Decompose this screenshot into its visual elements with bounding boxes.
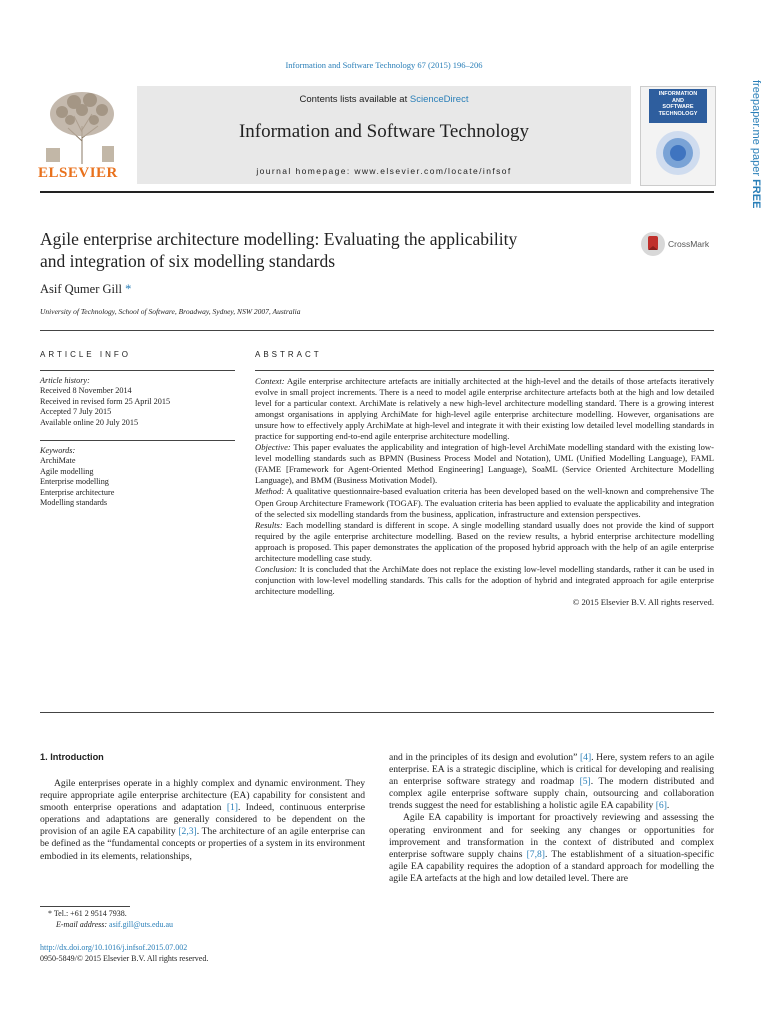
side-strip-label: freepaper.me paper bbox=[750, 80, 762, 177]
email-link[interactable]: asif.gill@uts.edu.au bbox=[109, 920, 174, 929]
section-rule bbox=[40, 330, 714, 331]
contents-prefix: Contents lists available at bbox=[299, 94, 410, 105]
intro-right-column bbox=[389, 752, 714, 885]
doi-block bbox=[40, 942, 208, 964]
abstract-label: Objective: bbox=[255, 442, 291, 453]
doi-link[interactable]: http://dx.doi.org/10.1016/j.infsof.2015.07.002 bbox=[40, 943, 188, 952]
email-label: E-mail address: bbox=[56, 920, 110, 929]
sciencedirect-link[interactable]: ScienceDirect bbox=[409, 94, 469, 105]
issn-line: 0950-5849/© 2015 Elsevier B.V. All rights reserved. bbox=[40, 954, 209, 963]
body-text: Agile enterprises operate in a highly complex and dynamic environment. They require appropriate agile enterprise architecture (EA) capability for consistent and smooth enterprise operations and adaptation bbox=[40, 778, 365, 814]
author-footnote bbox=[40, 908, 173, 930]
side-strip-text bbox=[750, 80, 762, 230]
keywords-block bbox=[40, 446, 235, 508]
abstract-context bbox=[255, 376, 714, 442]
header-rule bbox=[40, 191, 714, 193]
footnote-rule bbox=[40, 906, 130, 907]
abstract-label: Results: bbox=[255, 519, 283, 530]
history-label: Article history: bbox=[40, 376, 90, 385]
keyword-item: Agile modelling bbox=[40, 466, 94, 476]
body-text: Agile EA capability is important for proactively reviewing and assessing the operating environment and for seeking any changes or opportunities for improvement and transformation in the context of distributed and complex enterprise software supply chains bbox=[389, 812, 714, 860]
side-strip-free: FREE bbox=[750, 179, 762, 209]
journal-title: Information and Software Technology bbox=[238, 121, 530, 142]
journal-homepage[interactable]: journal homepage: www.elsevier.com/locate/infsof bbox=[256, 166, 512, 176]
abstract-heading: ABSTRACT bbox=[255, 350, 322, 359]
body-text: . bbox=[666, 800, 670, 812]
footnote-tel: * Tel.: +61 2 9514 7938. bbox=[48, 909, 127, 918]
abstract-rule bbox=[255, 370, 714, 371]
cover-line: TECHNOLOGY bbox=[658, 110, 698, 117]
abstract-text: This paper evaluates the applicability and integration of high-level ArchiMate modelling standard with the existing low-level modelling standards such as BPMN (Business Process Model and Notation), UML (Unified Modelling Language), FAML (FAME [Framework for Agent-Oriented Method Engineering] Language), SoaML (Service Oriented Architecture Modelling Language), and BMM (Business Motivation Model). bbox=[255, 442, 714, 486]
cover-line: SOFTWARE bbox=[662, 104, 694, 110]
journal-citation[interactable]: Information and Software Technology 67 (2015) 196–206 bbox=[285, 60, 483, 70]
body-rule bbox=[40, 712, 714, 713]
abstract-label: Context: bbox=[255, 376, 285, 386]
crossmark-icon[interactable] bbox=[640, 230, 666, 258]
elsevier-wordmark: ELSEVIER bbox=[38, 165, 118, 181]
abstract-conclusion bbox=[255, 564, 714, 597]
abstract-text: A qualitative questionnaire-based evaluation criteria has been developed based on the well-known and comprehensive The Open Group Architecture Framework (TOGAF). The evaluation criteria has been applied to evaluate the applicability and integration of the selected six modelling standards from the business, application, infrastructure and extension perspectives. bbox=[255, 486, 714, 519]
body-text: . The establishment of a situation-specific agile EA capability requires the adoption of a standard approach for modelling the agile EA artefacts at the high and low detailed level. There are bbox=[389, 848, 714, 884]
keyword-item: Modelling standards bbox=[40, 498, 108, 508]
keyword-item: Enterprise architecture bbox=[40, 487, 115, 497]
reference-link[interactable]: [5] bbox=[579, 776, 591, 788]
body-text: . Here, system refers to an agile enterprise. EA is a strategic discipline, which is critical for developing and realising an enterprise software strategy and roadmap bbox=[389, 752, 714, 788]
reference-link[interactable]: [4] bbox=[579, 752, 592, 763]
introduction-heading: 1. Introduction bbox=[40, 752, 104, 762]
body-text: . The architecture of an agile enterprise can be defined as the “fundamental concepts or properties of a system in its environment embodied in its elements, relationships, bbox=[40, 826, 365, 862]
author-name bbox=[40, 282, 131, 297]
reference-link[interactable]: [1] bbox=[226, 802, 238, 814]
freepaper-side-strip[interactable] bbox=[734, 80, 766, 230]
cover-line: AND bbox=[672, 97, 684, 104]
intro-paragraph bbox=[389, 812, 714, 885]
crossmark-label[interactable]: CrossMark bbox=[668, 239, 710, 249]
abstract-label: Method: bbox=[255, 486, 285, 497]
body-text: . Indeed, continuous enterprise operations and adaptations are generally considered to be dependent on the provision of an agile EA capability bbox=[40, 802, 365, 838]
article-info-rule bbox=[40, 370, 235, 371]
title-line: and integration of six modelling standards bbox=[40, 251, 336, 271]
keywords-label: Keywords: bbox=[40, 446, 76, 455]
history-item: Available online 20 July 2015 bbox=[40, 417, 139, 427]
keywords-rule bbox=[40, 440, 235, 441]
history-item: Received 8 November 2014 bbox=[40, 386, 132, 396]
keyword-item: ArchiMate bbox=[40, 456, 76, 466]
reference-link[interactable]: [7,8] bbox=[526, 848, 545, 860]
abstract-objective bbox=[255, 442, 714, 486]
abstract-method bbox=[255, 486, 714, 519]
abstract-results bbox=[255, 520, 714, 564]
abstract-label: Conclusion: bbox=[255, 563, 298, 574]
author-footnote-mark[interactable]: * bbox=[125, 282, 132, 296]
title-line: Agile enterprise architecture modelling: Evaluating the applicability bbox=[40, 229, 518, 249]
abstract-text: Agile enterprise architecture artefacts are initially architected at the high-level and the details of those artefacts iteratively evolve in small project increments. There is a need to model agile enterprise architecture artefacts both at the high and low detailed level for a particular context. ArchiMate is relatively a new high-level architecture modelling standard. There is a growing interest amongst organisations in applying ArchiMate for high-level agile enterprise architecture modelling. However, organisations are unsure how to effectively apply ArchiMate at high-level and integrate it with their existing low detailed level modelling standards in practice for supporting end-to-end agile enterprise architecture modelling. bbox=[255, 376, 714, 442]
keyword-item: Enterprise modelling bbox=[40, 477, 109, 487]
contents-available bbox=[137, 94, 631, 105]
paper-title bbox=[40, 228, 620, 272]
author-text: Asif Qumer Gill bbox=[40, 282, 122, 296]
reference-link[interactable]: [6] bbox=[655, 800, 667, 812]
intro-paragraph bbox=[40, 778, 365, 863]
article-history bbox=[40, 376, 235, 428]
intro-left-column bbox=[40, 778, 365, 863]
cover-circle-graphic bbox=[651, 129, 705, 177]
reference-link[interactable]: [2,3] bbox=[178, 826, 197, 838]
cover-title bbox=[649, 89, 707, 117]
abstract-copyright: © 2015 Elsevier B.V. All rights reserved. bbox=[572, 596, 714, 607]
body-text: and in the principles of its design and evolution” bbox=[389, 752, 580, 763]
journal-cover-thumbnail bbox=[640, 86, 716, 186]
elsevier-tree-logo bbox=[40, 86, 124, 166]
cover-line: INFORMATION bbox=[658, 91, 698, 97]
intro-paragraph bbox=[389, 752, 714, 812]
abstract-text: It is concluded that the ArchiMate does not replace the existing low-level modelling standards, rather it can be used in conjunction with low-level modelling standards. This calls for the adoption of hybrid and integrated approach for agile enterprise architecture modelling. bbox=[255, 563, 714, 596]
body-text: . The modern distributed and complex agile enterprise software supply chain, outsourcing and collaboration trends suggest the need for establishing a holistic agile EA capability bbox=[389, 776, 714, 812]
abstract-body bbox=[255, 376, 714, 608]
affiliation: University of Technology, School of Software, Broadway, Sydney, NSW 2007, Australia bbox=[40, 307, 301, 316]
history-item: Accepted 7 July 2015 bbox=[40, 407, 112, 417]
footnote-email-line bbox=[48, 919, 173, 930]
history-item: Received in revised form 25 April 2015 bbox=[40, 396, 171, 406]
abstract-text: Each modelling standard is different in scope. A single modelling standard usually does not provide the kind of support required by the agile enterprise architecture modelling. Based on the review results, a hybrid enterprise architecture modelling approach is proposed. This paper demonstrates the application of the proposed hybrid approach with the help of an agile enterprise architecture modelling case study. bbox=[255, 519, 714, 563]
article-info-heading: ARTICLE INFO bbox=[40, 350, 131, 359]
cover-banner bbox=[649, 89, 707, 123]
